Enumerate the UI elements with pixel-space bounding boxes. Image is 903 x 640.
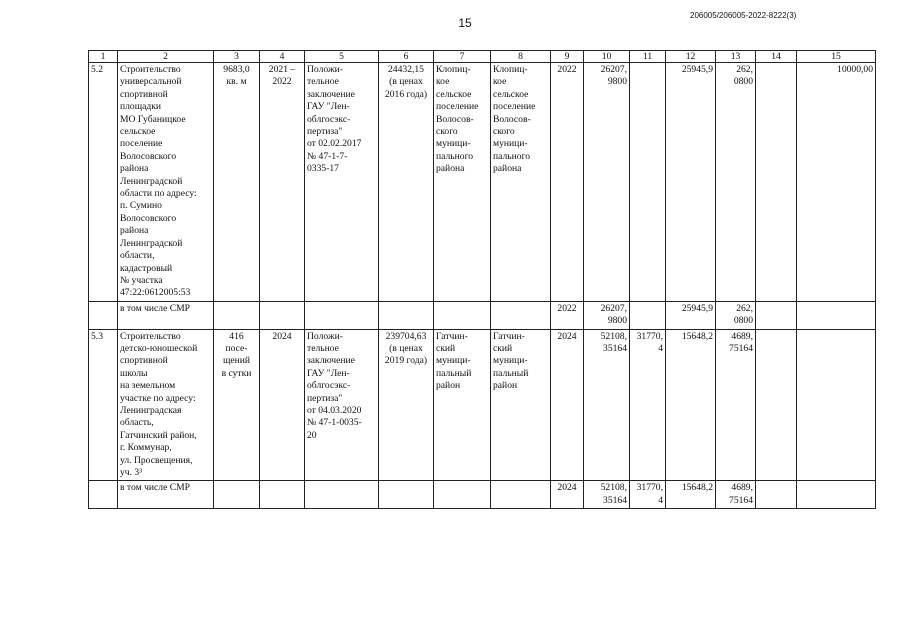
table-row	[89, 329, 876, 481]
cell-line: тельное	[307, 76, 339, 88]
cell-line: муници-	[436, 355, 471, 367]
regional-amount: 15648,2	[666, 481, 716, 509]
total-amount	[584, 481, 630, 509]
cell-line: Гатчинский район,	[120, 429, 197, 441]
cell-line: пертиза"	[307, 126, 343, 138]
cell-line: Положи-	[307, 330, 343, 342]
cell-line: универсальной	[120, 76, 182, 88]
cell-line: в сутки	[221, 367, 252, 379]
estimated-cost	[379, 301, 434, 329]
cell-line: кое	[436, 76, 450, 88]
customer	[434, 301, 491, 329]
page-number: 15	[458, 16, 472, 30]
cell-line: поселение	[493, 101, 536, 113]
cell-line: района	[120, 163, 149, 175]
other-amount	[756, 63, 797, 302]
construction-period	[260, 63, 305, 302]
regional-amount: 25945,9	[666, 301, 716, 329]
other-amount	[756, 329, 797, 481]
col15-amount	[797, 481, 876, 509]
table-row	[89, 481, 876, 509]
cell-line: п. Сумино	[120, 200, 162, 212]
cell-line: района	[493, 163, 522, 175]
cell-line: 2021 –	[268, 64, 296, 75]
cell-line: 9800	[607, 315, 627, 327]
cell-line: щений	[222, 355, 251, 367]
col-number: 13	[716, 51, 756, 63]
cell-line: 26207,	[600, 302, 627, 314]
cell-line: сельское	[120, 126, 156, 138]
cell-line: ского	[493, 126, 515, 138]
cell-line: 4689,	[731, 330, 753, 342]
table-row	[89, 301, 876, 329]
cell-line: Волосовского	[120, 150, 177, 162]
other-amount	[756, 481, 797, 509]
cell-line: поселение	[120, 138, 163, 150]
cell-line: 24432,15	[388, 64, 424, 75]
cell-line: поселение	[436, 101, 479, 113]
customer	[434, 329, 491, 481]
document-code: 206005/206005-2022-8222(3)	[690, 11, 797, 20]
cell-line: 35164	[603, 342, 627, 354]
capacity	[214, 329, 260, 481]
cell-line: Волосовского	[120, 212, 177, 224]
cell-line: ГАУ "Лен-	[307, 367, 350, 379]
cell-line: области по адресу:	[120, 188, 197, 200]
smr-label: в том числе СМР	[118, 301, 214, 329]
cell-line: Клопиц-	[493, 64, 528, 75]
cell-line: 52108,	[600, 482, 627, 494]
cell-line: 9683,0	[223, 64, 250, 75]
col-number: 8	[491, 51, 551, 63]
cell-line: МО Губаницкое	[120, 113, 186, 125]
col-number: 1	[89, 51, 118, 63]
cell-line: 26207,	[600, 64, 627, 75]
row-number	[89, 301, 118, 329]
construction-period	[260, 481, 305, 509]
local-amount	[716, 481, 756, 509]
cell-line: Клопиц-	[436, 64, 471, 75]
cell-line: района	[120, 225, 149, 237]
capacity	[214, 481, 260, 509]
cell-line: детско-юношеской	[120, 342, 198, 354]
cell-line: ский	[493, 342, 513, 354]
cell-line: ул. Просвещения,	[120, 454, 193, 466]
recipient	[491, 63, 551, 302]
total-amount	[584, 329, 630, 481]
table-row	[89, 63, 876, 302]
cell-line: 52108,	[600, 330, 627, 342]
federal-amount: 31770,4	[630, 329, 666, 481]
construction-period	[260, 301, 305, 329]
cell-line: муници-	[436, 138, 471, 150]
cell-line: 0335-17	[307, 163, 339, 175]
cell-line: № 47-1-0035-	[307, 417, 362, 429]
cell-line: Волосов-	[493, 113, 531, 125]
expertise-conclusion	[305, 481, 379, 509]
estimated-cost	[379, 329, 434, 481]
column-number-row	[89, 51, 876, 63]
col-number: 2	[118, 51, 214, 63]
col15-amount	[797, 301, 876, 329]
cell-line: 75164	[729, 494, 753, 506]
cell-line: от 04.03.2020	[307, 404, 362, 416]
col15-amount: 10000,00	[797, 63, 876, 302]
cell-line: участке по адресу:	[120, 392, 196, 404]
cell-line: заключение	[307, 88, 355, 100]
cell-line: ский	[436, 342, 456, 354]
estimated-cost	[379, 63, 434, 302]
federal-amount	[630, 63, 666, 302]
cell-line: пальный	[436, 367, 472, 379]
cell-line: облгосэкс-	[307, 380, 351, 392]
cell-line: Ленинградская	[120, 404, 182, 416]
cell-line: от 02.02.2017	[307, 138, 362, 150]
smr-label: в том числе СМР	[118, 481, 214, 509]
cell-line: заключение	[307, 355, 355, 367]
cell-line: кв. м	[226, 76, 247, 88]
cell-line: (в ценах	[389, 342, 423, 354]
cell-line: кое	[493, 76, 507, 88]
col-number: 6	[379, 51, 434, 63]
federal-amount: 31770,4	[630, 481, 666, 509]
recipient	[491, 481, 551, 509]
customer	[434, 481, 491, 509]
col15-amount	[797, 329, 876, 481]
cell-line: 239704,63	[385, 330, 427, 342]
object-name	[118, 329, 214, 481]
year: 2024	[551, 481, 584, 509]
cell-line: пального	[436, 150, 474, 162]
cell-line: сельское	[493, 88, 529, 100]
expertise-conclusion	[305, 63, 379, 302]
row-number: 5.3	[89, 329, 118, 481]
cell-line: 75164	[729, 342, 753, 354]
cell-line: 2024	[272, 330, 292, 342]
total-amount	[584, 301, 630, 329]
cell-line: № 47-1-7-	[307, 150, 348, 162]
cell-line: 0800	[733, 315, 753, 327]
col-number: 14	[756, 51, 797, 63]
cell-line: на земельном	[120, 380, 176, 392]
recipient	[491, 301, 551, 329]
cell-line: 2022	[272, 76, 292, 88]
cell-line: района	[436, 163, 465, 175]
cell-line: 47:22:0612005:53	[120, 287, 191, 299]
expertise-conclusion	[305, 329, 379, 481]
recipient	[491, 329, 551, 481]
cell-line: район	[436, 380, 461, 392]
other-amount	[756, 301, 797, 329]
cell-line: № участка	[120, 274, 163, 286]
cell-line: 262,	[736, 64, 753, 75]
cell-line: 35164	[603, 494, 627, 506]
construction-period	[260, 329, 305, 481]
cell-line: 20	[307, 429, 317, 441]
cell-line: Положи-	[307, 64, 343, 75]
year: 2024	[551, 329, 584, 481]
customer	[434, 63, 491, 302]
cell-line: Ленинградской	[120, 237, 183, 249]
cell-line: спортивной	[120, 355, 168, 367]
col-number: 12	[666, 51, 716, 63]
local-amount	[716, 329, 756, 481]
cell-line: области,	[120, 250, 155, 262]
cell-line: посе-	[225, 342, 248, 354]
local-amount	[716, 301, 756, 329]
cell-line: 2019 года)	[384, 355, 428, 367]
cell-line: пальный	[493, 367, 529, 379]
cell-line: (в ценах	[389, 76, 423, 88]
cell-line: ГАУ "Лен-	[307, 101, 350, 113]
cell-line: г. Коммунар,	[120, 442, 172, 454]
col-number: 7	[434, 51, 491, 63]
total-amount	[584, 63, 630, 302]
col-number: 9	[551, 51, 584, 63]
cell-line: Волосов-	[436, 113, 474, 125]
capacity	[214, 63, 260, 302]
capacity	[214, 301, 260, 329]
cell-line: облгосэкс-	[307, 113, 351, 125]
cell-line: пертиза"	[307, 392, 343, 404]
cell-line: Гатчин-	[436, 330, 468, 342]
col-number: 3	[214, 51, 260, 63]
row-number: 5.2	[89, 63, 118, 302]
col-number: 15	[797, 51, 876, 63]
cell-line: тельное	[307, 342, 339, 354]
investment-table	[88, 50, 876, 509]
regional-amount: 25945,9	[666, 63, 716, 302]
cell-line: кадастровый	[120, 262, 173, 274]
regional-amount: 15648,2	[666, 329, 716, 481]
col-number: 4	[260, 51, 305, 63]
col-number: 10	[584, 51, 630, 63]
cell-line: школы	[120, 367, 148, 379]
year: 2022	[551, 301, 584, 329]
cell-line: 0800	[733, 76, 753, 88]
cell-line: Гатчин-	[493, 330, 525, 342]
object-name	[118, 63, 214, 302]
expertise-conclusion	[305, 301, 379, 329]
cell-line: 4689,	[731, 482, 753, 494]
cell-line: Строительство	[120, 64, 181, 75]
col-number: 5	[305, 51, 379, 63]
cell-line: пального	[493, 150, 531, 162]
col-number: 11	[630, 51, 666, 63]
row-number	[89, 481, 118, 509]
estimated-cost	[379, 481, 434, 509]
year: 2022	[551, 63, 584, 302]
cell-line: сельское	[436, 88, 472, 100]
cell-line: муници-	[493, 355, 528, 367]
cell-line: муници-	[493, 138, 528, 150]
cell-line: спортивной	[120, 88, 168, 100]
cell-line: Ленинградской	[120, 175, 183, 187]
cell-line: уч. 3³	[120, 467, 143, 478]
cell-line: 9800	[607, 76, 627, 88]
cell-line: Строительство	[120, 330, 181, 342]
federal-amount	[630, 301, 666, 329]
cell-line: 262,	[736, 302, 753, 314]
cell-line: ского	[436, 126, 458, 138]
cell-line: площадки	[120, 101, 162, 113]
cell-line: 2016 года)	[384, 88, 428, 100]
cell-line: область,	[120, 417, 154, 429]
local-amount	[716, 63, 756, 302]
cell-line: район	[493, 380, 518, 392]
cell-line: 416	[229, 330, 244, 342]
